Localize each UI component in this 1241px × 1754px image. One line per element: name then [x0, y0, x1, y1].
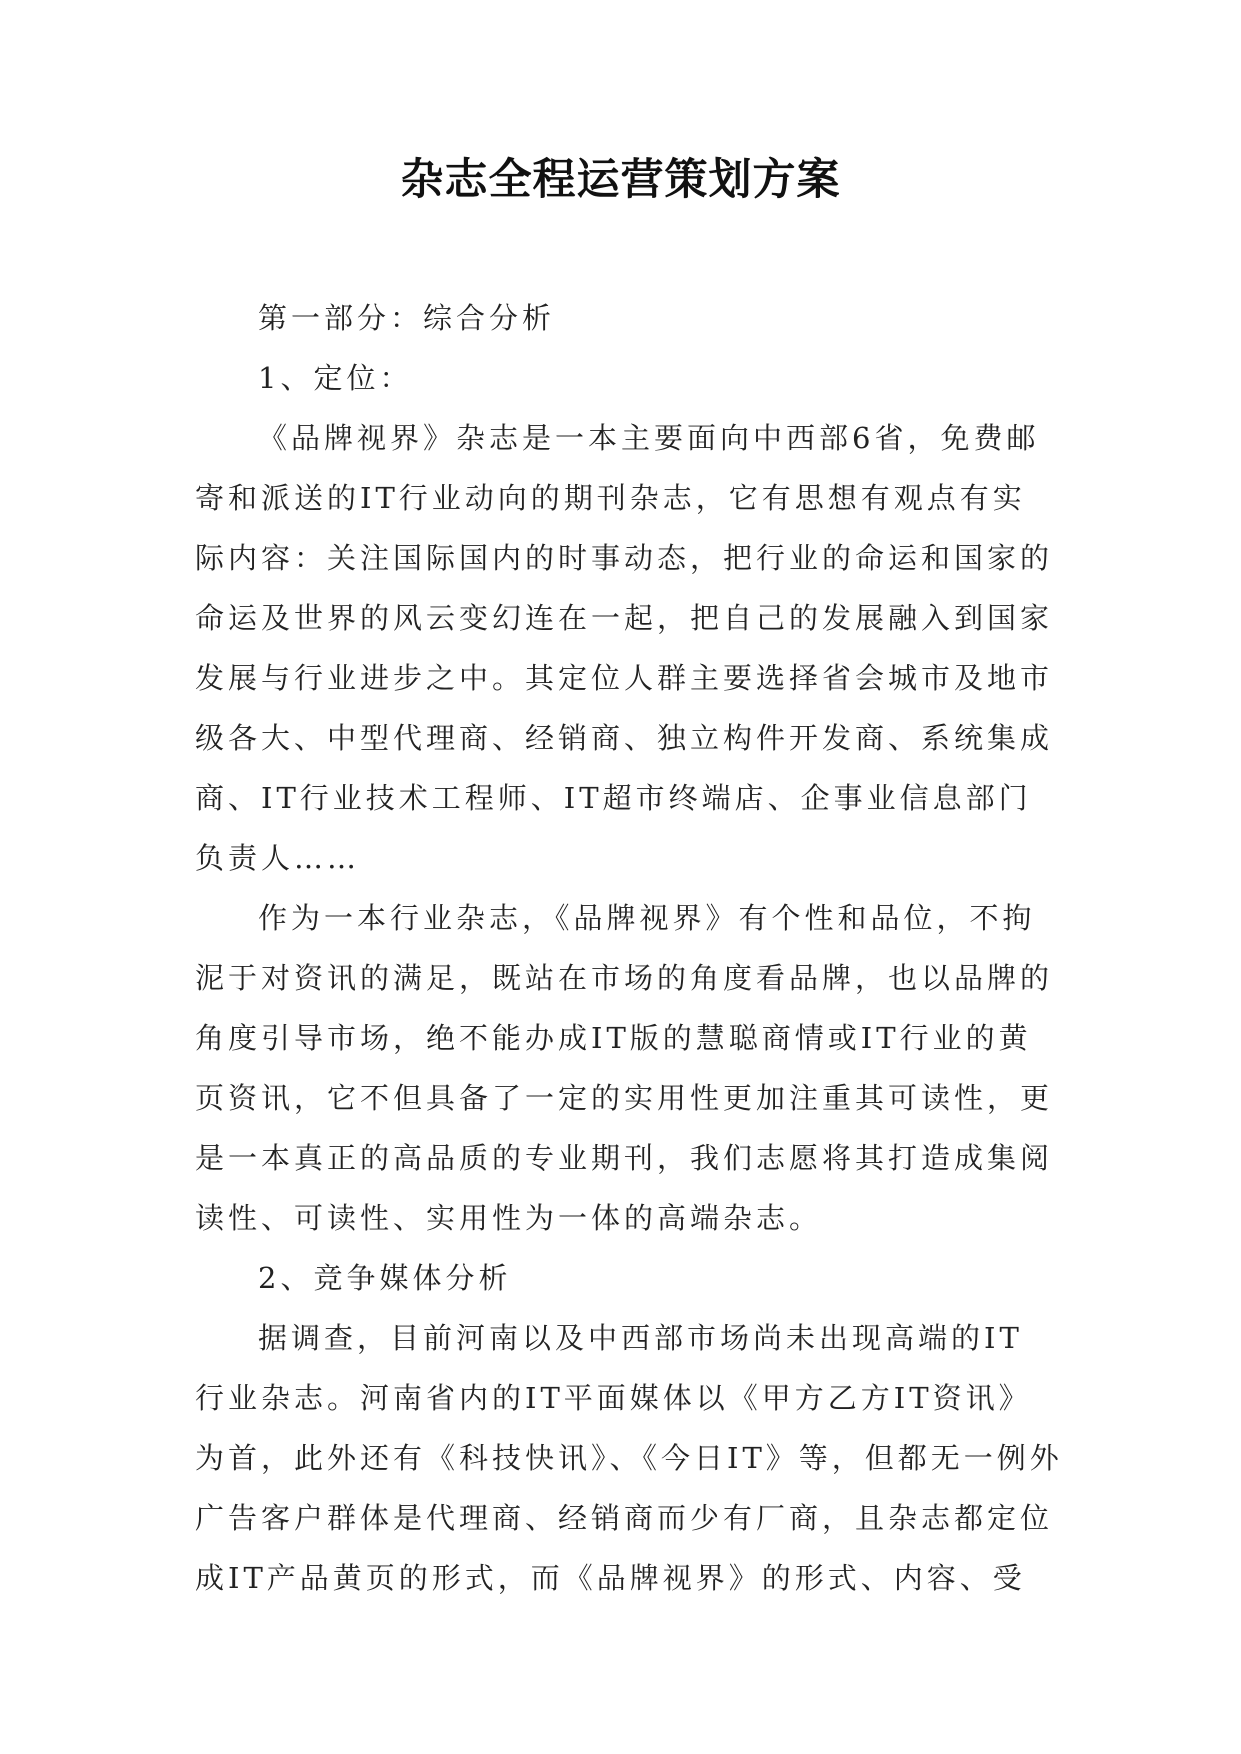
text-line: 据调查，目前河南以及中西部市场尚未出现高端的IT: [258, 1321, 1023, 1355]
text-line: 是一本真正的高品质的专业期刊，我们志愿将其打造成集阅: [195, 1141, 1054, 1175]
text-line: 寄和派送的IT行业动向的期刊杂志，它有思想有观点有实: [195, 481, 1026, 515]
text-line: 行业杂志。河南省内的IT平面媒体以《甲方乙方IT资讯》: [195, 1381, 1032, 1415]
text-line: 负责人……: [195, 841, 361, 875]
document-title: 杂志全程运营策划方案: [400, 155, 841, 205]
text-line: 作为一本行业杂志，《品牌视界》有个性和品位，不拘: [258, 901, 1036, 935]
text-line: 2、竞争媒体分析: [258, 1261, 512, 1295]
text-line: 页资讯，它不但具备了一定的实用性更加注重其可读性，更: [195, 1081, 1054, 1115]
text-line: 泥于对资讯的满足，既站在市场的角度看品牌，也以品牌的: [195, 961, 1054, 995]
text-line: 为首，此外还有《科技快讯》、《今日IT》等，但都无一例外: [195, 1441, 1063, 1475]
text-line: 商、IT行业技术工程师、IT超市终端店、企事业信息部门: [195, 781, 1032, 815]
text-line: 发展与行业进步之中。其定位人群主要选择省会城市及地市: [195, 661, 1054, 695]
text-line: 角度引导市场，绝不能办成IT版的慧聪商情或IT行业的黄: [195, 1021, 1032, 1055]
text-line: 成IT产品黄页的形式，而《品牌视界》的形式、内容、受: [195, 1561, 1026, 1595]
text-line: 际内容：关注国际国内的时事动态，把行业的命运和国家的: [195, 541, 1054, 575]
text-line: 命运及世界的风云变幻连在一起，把自己的发展融入到国家: [195, 601, 1054, 635]
text-line: 广告客户群体是代理商、经销商而少有厂商，且杂志都定位: [195, 1501, 1054, 1535]
text-line: 读性、可读性、实用性为一体的高端杂志。: [195, 1201, 823, 1235]
text-line: 1、定位：: [258, 361, 413, 395]
document-body: [195, 288, 1065, 1608]
text-line: 级各大、中型代理商、经销商、独立构件开发商、系统集成: [195, 721, 1054, 755]
text-line: 《品牌视界》杂志是一本主要面向中西部6省，免费邮: [258, 421, 1040, 455]
text-line: 第一部分：综合分析: [258, 301, 556, 335]
